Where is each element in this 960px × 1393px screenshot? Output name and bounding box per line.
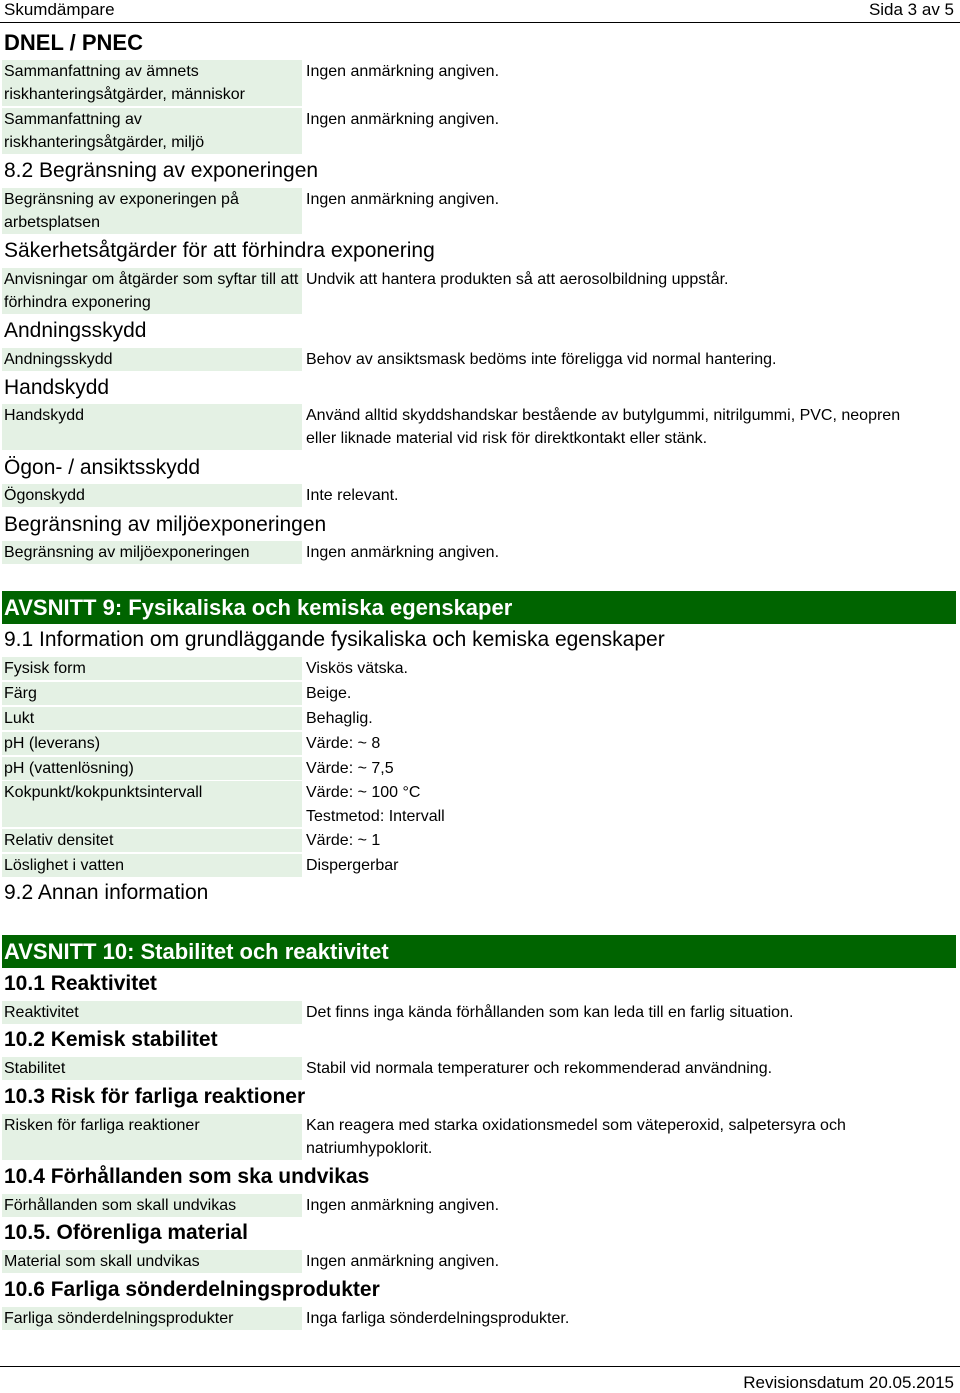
incompatible-label: Material som skall undvikas xyxy=(2,1250,302,1273)
other-info-title: 9.2 Annan information xyxy=(4,881,209,904)
property-value: Viskös vätska. xyxy=(306,660,408,677)
safety-label: Anvisningar om åtgärder som syftar till att förhindra exponering xyxy=(2,268,302,314)
property-label: Fysisk form xyxy=(2,657,302,680)
property-label: Kokpunkt/kokpunktsintervall xyxy=(2,781,302,827)
property-label: Färg xyxy=(2,682,302,705)
section-9-band: AVSNITT 9: Fysikaliska och kemiska egenskaper xyxy=(2,591,956,624)
property-value: Dispergerbar xyxy=(306,857,399,874)
hand-label: Handskydd xyxy=(2,404,302,450)
dnel-value-1: Ingen anmärkning angiven. xyxy=(306,63,500,80)
dnel-value-2: Ingen anmärkning angiven. xyxy=(306,111,500,128)
property-label: Lukt xyxy=(2,707,302,730)
property-label: Relativ densitet xyxy=(2,829,302,852)
product-name: Skumdämpare xyxy=(4,0,115,19)
stability-value: Stabil vid normala temperaturer och rekommenderad användning. xyxy=(306,1060,773,1077)
env-value: Ingen anmärkning angiven. xyxy=(306,544,500,561)
avoid-conditions-label: Förhållanden som skall undvikas xyxy=(2,1194,302,1217)
revision-date: Revisionsdatum 20.05.2015 xyxy=(743,1373,954,1392)
dnel-label-2: Sammanfattning av riskhanteringsåtgärder, miljö xyxy=(2,108,302,154)
property-label: pH (vattenlösning) xyxy=(2,757,302,780)
incompatible-title: 10.5. Oförenliga material xyxy=(4,1221,248,1244)
property-value: Behaglig. xyxy=(306,710,373,727)
property-value: Beige. xyxy=(306,685,352,702)
workplace-label: Begränsning av exponeringen på arbetsplatsen xyxy=(2,188,302,234)
dnel-title: DNEL / PNEC xyxy=(4,30,143,55)
decomposition-label: Farliga sönderdelningsprodukter xyxy=(2,1307,302,1330)
page-header-rule xyxy=(0,0,960,23)
env-title: Begränsning av miljöexponeringen xyxy=(4,513,327,536)
eye-value: Inte relevant. xyxy=(306,487,399,504)
incompatible-value: Ingen anmärkning angiven. xyxy=(306,1253,500,1270)
property-label: Löslighet i vatten xyxy=(2,854,302,877)
workplace-value: Ingen anmärkning angiven. xyxy=(306,191,500,208)
stability-title: 10.2 Kemisk stabilitet xyxy=(4,1028,218,1051)
exposure-title: 8.2 Begränsning av exponeringen xyxy=(4,159,319,182)
respiratory-value: Behov av ansiktsmask bedöms inte föreligga vid normal hantering. xyxy=(306,351,777,368)
dnel-label-1: Sammanfattning av ämnets riskhanteringsåtgärder, människor xyxy=(2,60,302,106)
page-number: Sida 3 av 5 xyxy=(868,0,954,19)
safety-title: Säkerhetsåtgärder för att förhindra exponering xyxy=(4,239,435,262)
stability-label: Stabilitet xyxy=(2,1057,302,1080)
env-label: Begränsning av miljöexponeringen xyxy=(2,541,302,564)
property-value: Värde: ~ 7,5 xyxy=(306,760,394,777)
reactivity-value: Det finns inga kända förhållanden som kan leda till en farlig situation. xyxy=(306,1004,794,1021)
hand-title: Handskydd xyxy=(4,376,110,399)
respiratory-label: Andningsskydd xyxy=(2,348,302,371)
reactivity-title: 10.1 Reaktivitet xyxy=(4,972,157,995)
avoid-conditions-value: Ingen anmärkning angiven. xyxy=(306,1197,500,1214)
decomposition-value: Inga farliga sönderdelningsprodukter. xyxy=(306,1310,570,1327)
property-value: Värde: ~ 8 xyxy=(306,735,381,752)
safety-value: Undvik att hantera produkten så att aerosolbildning uppstår. xyxy=(306,271,729,288)
hazard-reactions-title: 10.3 Risk för farliga reaktioner xyxy=(4,1085,306,1108)
property-value: Värde: ~ 100 °C xyxy=(306,784,421,801)
section-10-band: AVSNITT 10: Stabilitet och reaktivitet xyxy=(2,935,956,968)
eye-title: Ögon- / ansiktsskydd xyxy=(4,456,201,479)
property-value: Värde: ~ 1 xyxy=(306,832,381,849)
hazard-reactions-label: Risken för farliga reaktioner xyxy=(2,1114,302,1160)
respiratory-title: Andningsskydd xyxy=(4,319,147,342)
hand-value: Använd alltid skyddshandskar bestående av butylgummi, nitrilgummi, PVC, neopren eller liknade material vid risk för direktkontakt eller stänk. xyxy=(306,407,901,447)
avoid-conditions-title: 10.4 Förhållanden som ska undvikas xyxy=(4,1165,370,1188)
eye-label: Ögonskydd xyxy=(2,484,302,507)
property-value-method: Testmetod: Intervall xyxy=(306,808,445,825)
info-title: 9.1 Information om grundläggande fysikaliska och kemiska egenskaper xyxy=(4,628,665,651)
decomposition-title: 10.6 Farliga sönderdelningsprodukter xyxy=(4,1278,380,1301)
property-label: pH (leverans) xyxy=(2,732,302,755)
reactivity-label: Reaktivitet xyxy=(2,1001,302,1024)
footer-rule xyxy=(0,1366,960,1367)
hazard-reactions-value: Kan reagera med starka oxidationsmedel som väteperoxid, salpetersyra och natriumhypoklorit. xyxy=(306,1117,846,1157)
